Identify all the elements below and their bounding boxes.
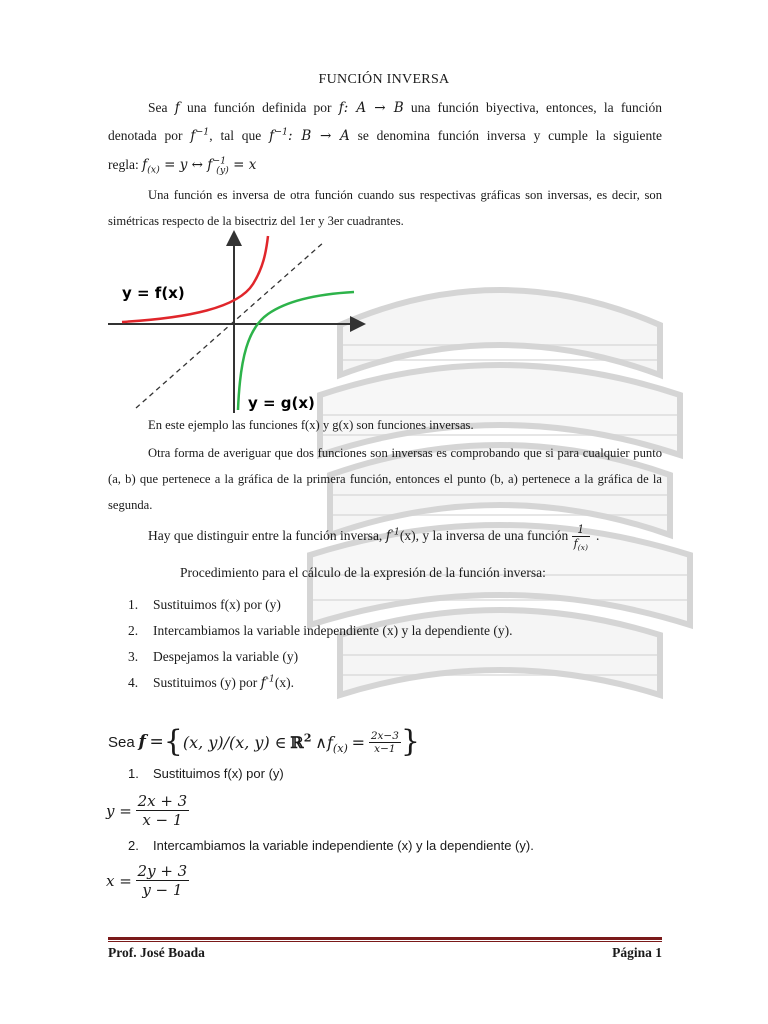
- page-title: FUNCIÓN INVERSA: [318, 72, 450, 87]
- equation-2: [106, 862, 189, 899]
- list-number: 1.: [128, 766, 139, 781]
- list-text: Intercambiamos la variable independiente (x) y la dependiente (y).: [153, 623, 513, 638]
- math-sup: −1: [212, 155, 227, 167]
- math-eq: =: [149, 732, 164, 752]
- fraction-numerator: 2y + 3: [137, 862, 188, 880]
- distinguish-text: Hay que distinguir entre la función inversa,: [148, 528, 383, 543]
- example-step-1: [128, 766, 284, 781]
- example-fraction: [369, 730, 401, 755]
- inverse-functions-graph: [108, 228, 368, 416]
- curve-g: [238, 292, 354, 410]
- footer-rule: [108, 937, 662, 940]
- math-reals: ℝ: [290, 732, 304, 752]
- math-f: f: [207, 157, 213, 173]
- equation-1: [106, 792, 189, 829]
- intro-line-3: [108, 155, 662, 176]
- math-f: f: [142, 157, 148, 173]
- math-f: f: [573, 536, 578, 550]
- list-text: Sustituimos f(x) por (y): [153, 597, 281, 612]
- math-pair: (x, y)/(x, y) ∈: [182, 732, 287, 752]
- math-f: f: [174, 100, 180, 116]
- procedure-steps: [128, 592, 512, 696]
- distinguish-end: .: [596, 528, 600, 543]
- intro-text: una función biyectiva, entonces, la función: [410, 100, 663, 115]
- math-sup: -1: [390, 526, 400, 538]
- reciprocal-fraction: [572, 523, 590, 550]
- equation-fraction: [136, 862, 190, 899]
- math-eq: = x: [233, 157, 257, 173]
- intro-text: Sea: [148, 100, 168, 115]
- list-number: 2.: [128, 623, 139, 638]
- intro-line-2: [108, 128, 662, 144]
- distinguish-line: [148, 518, 702, 554]
- list-text: Sustituimos (y) por: [153, 675, 258, 690]
- distinguish-text: (x), y la inversa de una función: [399, 528, 569, 543]
- list-item: [128, 592, 512, 618]
- intro-text: denotada por: [108, 128, 183, 143]
- intro-text: una función definida por: [186, 100, 332, 115]
- math-eq: =: [351, 732, 366, 752]
- list-text: Sustituimos f(x) por (y): [153, 766, 284, 781]
- math-and: ∧: [315, 732, 327, 752]
- paragraph-symmetry: Una función es inversa de otra función cuando sus respectivas gráficas son inversas, es decir, son simétricas respecto de la bisectriz del 1er y 3er cuadrantes.: [108, 188, 662, 228]
- math-brace: {: [163, 724, 183, 759]
- math-f: f: [269, 128, 275, 144]
- math-sub: (x): [332, 741, 348, 755]
- math-f: f: [326, 732, 333, 752]
- equation-fraction: [136, 792, 190, 829]
- math-sup: 2: [303, 730, 312, 745]
- math-f: f: [260, 675, 266, 691]
- math-f: f: [138, 732, 146, 752]
- example-definition: [108, 722, 420, 762]
- math-sup: -1: [265, 673, 275, 685]
- math-f: f: [385, 528, 391, 544]
- footer-rule-thin: [108, 941, 662, 942]
- math-eq: = y ↔: [164, 157, 203, 173]
- fraction-denominator: x−1: [369, 742, 401, 755]
- fraction-numerator: 1: [577, 522, 585, 536]
- example-step-2: [128, 838, 534, 853]
- list-item: [128, 644, 512, 670]
- footer-author: Prof. José Boada: [108, 945, 205, 960]
- math-map: : B → A: [288, 128, 350, 144]
- fraction-denominator: x − 1: [136, 810, 190, 829]
- list-number: 4.: [128, 675, 139, 690]
- math-f: f: [190, 128, 196, 144]
- math-brace: }: [400, 724, 421, 759]
- list-item: [128, 670, 512, 696]
- intro-text: regla:: [108, 157, 139, 172]
- math-sup: −1: [274, 126, 289, 138]
- label-f: y = f(x): [122, 284, 185, 302]
- fraction-numerator: 2x + 3: [137, 792, 188, 810]
- math-sub: (y): [216, 164, 229, 176]
- equation-lhs: x =: [106, 871, 132, 890]
- list-number: 1.: [128, 597, 139, 612]
- intro-text: se denomina función inversa y cumple la siguiente: [357, 128, 663, 143]
- intro-line-1: [108, 100, 662, 116]
- math-definition: f: A → B: [338, 100, 404, 116]
- curve-f: [122, 236, 268, 322]
- footer-page-number: Página 1: [612, 945, 662, 960]
- list-text: Intercambiamos la variable independiente (x) y la dependiente (y).: [153, 838, 534, 853]
- equation-lhs: y =: [106, 801, 132, 820]
- list-text: Despejamos la variable (y): [153, 649, 299, 664]
- fraction-numerator: 2x−3: [370, 729, 399, 742]
- example-sea: Sea: [108, 733, 135, 751]
- paragraph-points: Otra forma de averiguar que dos funciones son inversas es comprobando que si para cualquier punto (a, b) que pertenece a la gráfica de la primera función, entonces el punto (b, a) pertenece a la gráfica de la segunda.: [108, 446, 662, 512]
- list-number: 3.: [128, 649, 139, 664]
- math-sub: (x): [147, 164, 160, 176]
- procedure-title: Procedimiento para el cálculo de la expresión de la función inversa:: [180, 565, 546, 580]
- math-sub: (x): [577, 542, 589, 552]
- math-sup: −1: [195, 126, 210, 138]
- intro-text: , tal que: [209, 128, 262, 143]
- list-text: (x).: [274, 675, 294, 690]
- fraction-denominator: y − 1: [136, 880, 190, 899]
- list-item: [128, 618, 512, 644]
- list-number: 2.: [128, 838, 139, 853]
- label-g: y = g(x): [248, 394, 315, 412]
- example-statement: En este ejemplo las funciones f(x) y g(x) son funciones inversas.: [148, 418, 474, 432]
